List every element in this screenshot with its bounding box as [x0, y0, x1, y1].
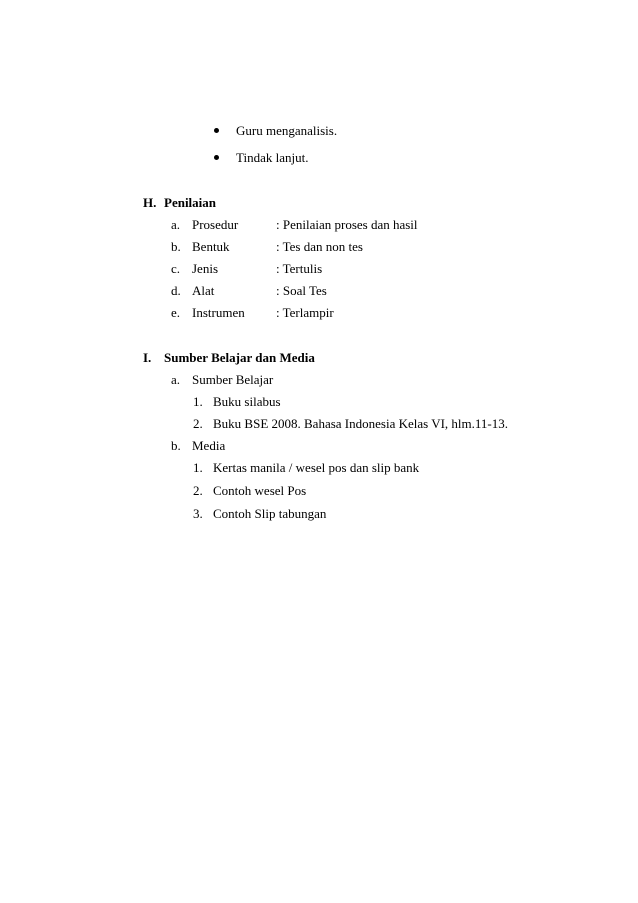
section-h-title: Penilaian [164, 195, 217, 210]
row-label: Instrumen [192, 305, 245, 320]
section-h-letter: H. [143, 195, 157, 210]
sub-a-marker: a. [171, 372, 181, 387]
row-label: Alat [192, 283, 215, 298]
row-marker: b. [171, 239, 181, 254]
row-marker: a. [171, 217, 181, 232]
list-item: Buku silabus [213, 394, 281, 409]
row-value: : Tertulis [276, 261, 323, 276]
row-marker: c. [171, 261, 181, 276]
list-item: Contoh wesel Pos [213, 483, 307, 498]
row-label: Jenis [192, 261, 218, 276]
bullet-item: Guru menganalisis. [236, 123, 338, 138]
row-value: : Penilaian proses dan hasil [276, 217, 418, 232]
sub-b-marker: b. [171, 438, 181, 453]
bullet-icon [214, 128, 219, 133]
list-item-marker: 2. [193, 483, 203, 498]
bullet-item: Tindak lanjut. [236, 150, 309, 165]
row-value: : Tes dan non tes [276, 239, 363, 254]
row-label: Bentuk [192, 239, 230, 254]
list-item-marker: 1. [193, 394, 203, 409]
list-item: Kertas manila / wesel pos dan slip bank [213, 460, 420, 475]
list-item: Buku BSE 2008. Bahasa Indonesia Kelas VI, hlm.11-13. [213, 416, 508, 431]
row-marker: e. [171, 305, 181, 320]
row-value: : Terlampir [276, 305, 334, 320]
sub-b-label: Media [192, 438, 226, 453]
row-marker: d. [171, 283, 181, 298]
list-item-marker: 1. [193, 460, 203, 475]
sub-a-label: Sumber Belajar [192, 372, 274, 387]
list-item-marker: 3. [193, 506, 203, 521]
section-i-title: Sumber Belajar dan Media [164, 350, 315, 365]
bullet-icon [214, 155, 219, 160]
row-label: Prosedur [192, 217, 239, 232]
section-i-letter: I. [143, 350, 152, 365]
list-item: Contoh Slip tabungan [213, 506, 327, 521]
list-item-marker: 2. [193, 416, 203, 431]
row-value: : Soal Tes [276, 283, 327, 298]
